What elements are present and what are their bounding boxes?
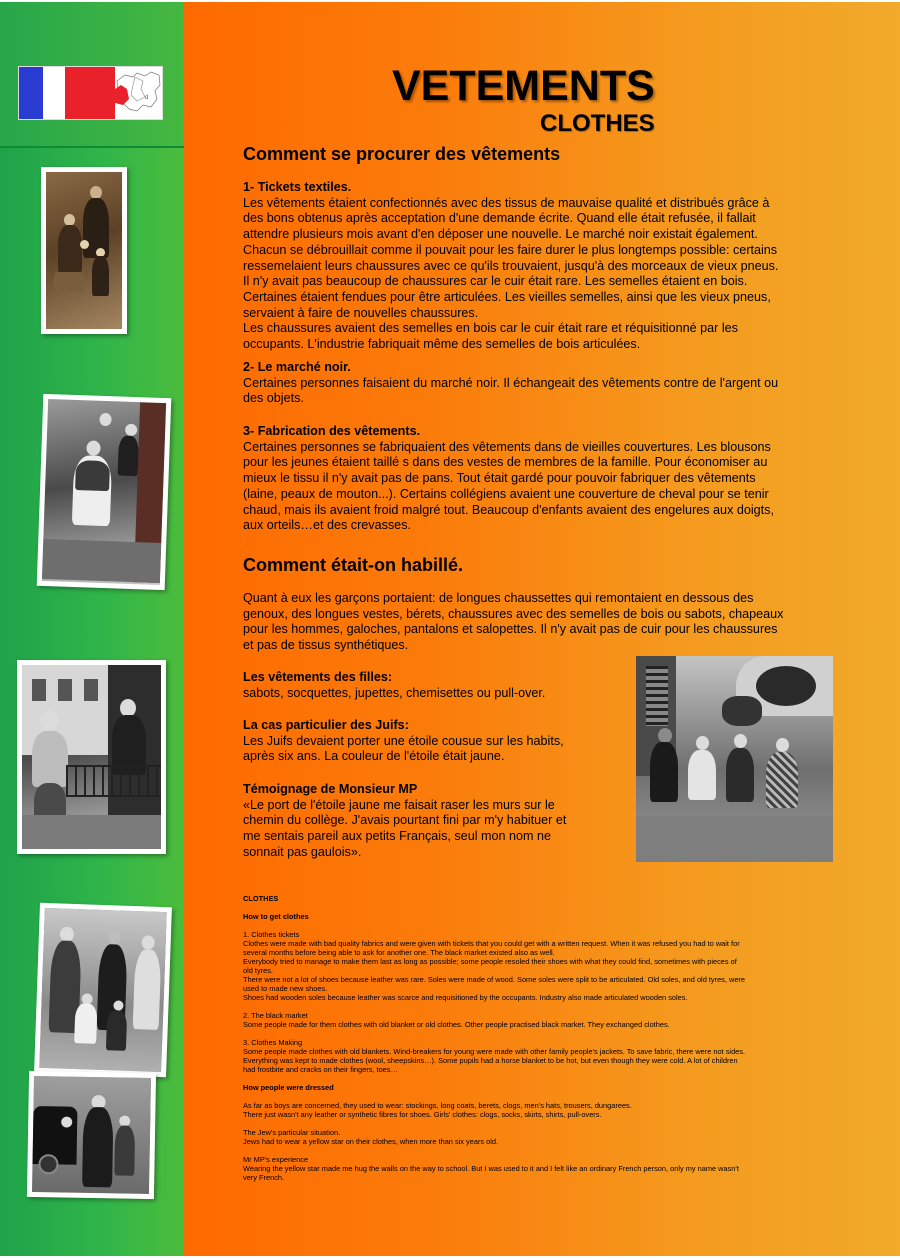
eng-line: Clothes were made with bad quality fabrics and were given with tickets that you could get with a written request. When it was refused you had to wait for (243, 939, 740, 948)
eng-line: Shoes had wooden soles because leather was scarce and requisitioned by the occupants. Industry also made articulated wooden soles. (243, 993, 688, 1002)
section1-item1 (243, 180, 848, 353)
flag-red-band (65, 67, 115, 119)
item1-line: occupants. L'industrie fabriquait même des semelles de bois articulées. (243, 337, 641, 352)
eng-line: Jews had to wear a yellow star on their clothes, when more than six years old. (243, 1137, 499, 1146)
item3-line: (laine, peaux de mouton...). Certains collégiens avaient une couverture de cheval pour se tenir (243, 486, 769, 501)
eng-dressed-title: How people were dressed (243, 1083, 334, 1092)
eng-how-get: How to get clothes (243, 912, 309, 921)
item3-line: Certaines personnes se fabriquaient des vêtements dans de vieilles couvertures. Les blousons (243, 439, 771, 454)
jews-line: après six ans. La couleur de l'étoile était jaune. (243, 749, 505, 764)
eng-line: Everything was kept to made clothes (wool, sheepskins…). Some pupils had a horse blanket to be hot, but even though they were cold. A lot of children (243, 1056, 738, 1065)
girls-text: sabots, socquettes, jupettes, chemisettes ou pull-over. (243, 685, 546, 700)
item1-line: attendre plusieurs mois avant d'en déposer une nouvelle. Le marché noir existait également. (243, 227, 758, 242)
men-beside-car-photo (27, 1071, 156, 1199)
eng-mp-title: Mr MP's experience (243, 1155, 309, 1164)
two-boys-photo (17, 660, 166, 854)
eng-line: had frostbite and cracks on their fingers, toes… (243, 1065, 398, 1074)
eng-line: Everybody tried to manage to make them last as long as possible; some people resoled their shoes with what they could find, sometimes with pieces of (243, 957, 737, 966)
intro-line: genoux, des longues vestes, bérets, chaussures avec des semelles de bois ou sabots, chapeaux (243, 606, 784, 621)
section2-intro (243, 591, 848, 654)
page-border-top (0, 0, 900, 2)
jews-title: La cas particulier des Juifs: (243, 718, 409, 732)
eng-title: CLOTHES (243, 894, 279, 903)
witness-testimony (243, 782, 603, 861)
item3-title: 3- Fabrication des vêtements. (243, 424, 421, 438)
eng-line: Some people made for them clothes with old blanket or old clothes. Other people practised black market. They exchanged clothes. (243, 1020, 670, 1029)
item1-title: 1- Tickets textiles. (243, 180, 352, 194)
family-portrait-photo (41, 167, 127, 334)
eng-line: Some people made clothes with old blankets. Wind-breakers for young were made with other family people's jackets. To save fabric, there were not sides. (243, 1047, 746, 1056)
section1-item2 (243, 360, 848, 407)
section1-heading: Comment se procurer des vêtements (243, 144, 561, 164)
flag-white-band (43, 67, 65, 119)
eng-line: old tyres. (243, 966, 273, 975)
children-running-photo (636, 656, 833, 862)
witness-line: chemin du collège. J'avais pourtant fini par m'y habituer et (243, 813, 567, 828)
page-subtitle: CLOTHES (540, 110, 655, 137)
eng-line: As far as boys are concerned, they used to wear: stockings, long coats, berets, clogs, men's hats, trousers, dungarees. (243, 1101, 632, 1110)
item1-line: ressemelaient leurs chaussures avec ce qu'ils trouvaient, jusqu'à des morceaux de vieux pneus. (243, 258, 779, 273)
item1-line: Chacun se débrouillait comme il pouvait pour les faire durer le plus longtemps possible: certains (243, 242, 778, 257)
girls-clothes (243, 670, 603, 701)
item3-line: pour les jeunes étaient taillé s dans des vestes de membres de la famille. Pour économiser au (243, 455, 768, 470)
svg-text:d: d (145, 95, 149, 101)
left-sidebar (0, 0, 184, 1258)
item1-line: Les vêtements étaient confectionnés avec des tissus de mauvaise qualité et distribués grâce à (243, 195, 770, 210)
eng-line: There were not a lot of shoes because leather was rare. Soles were made of wood. Some soles were split to be articulated. Old soles, and old tyres, were (243, 975, 746, 984)
witness-line: sonnait pas gaulois». (243, 844, 362, 859)
eng-line: used to made new shoes. (243, 984, 328, 993)
eng-line: several months before being able to ask for another one. The black market existed also as well. (243, 948, 555, 957)
item1-line: des bons obtenus après acceptation d'une demande écrite. Quand elle était refusée, il fallait (243, 211, 756, 226)
section2-heading: Comment était-on habillé. (243, 555, 464, 575)
intro-line: et pas de tissus synthétiques. (243, 638, 409, 653)
item1-line: Les chaussures avaient des semelles en bois car le cuir était rare et réquisitionné par les (243, 321, 738, 336)
jews-case (243, 718, 603, 765)
french-flag-map-icon (18, 66, 163, 120)
item3-line: mieux le tissu il n'y avait pas de pans. Tout était gardé pour pouvoir fabriquer des vêtements (243, 471, 756, 486)
item2-title: 2- Le marché noir. (243, 360, 351, 374)
item2-line: Certaines personnes faisaient du marché noir. Il échangeait des vêtements contre de l'argent ou (243, 375, 779, 390)
eng-p2-title: 2. The black market (243, 1011, 308, 1020)
item3-line: aux orteils…et des crevasses. (243, 518, 411, 533)
eng-jew-title: The Jew's particular situation. (243, 1128, 341, 1137)
english-translation (243, 894, 853, 1182)
eng-line: very French. (243, 1173, 285, 1182)
item1-line: Il n'y avait pas beaucoup de chaussures car le cuir était rare. Les semelles étaient en bois. (243, 274, 748, 289)
flag-blue-band (19, 67, 43, 119)
eng-p1-title: 1. Clothes tickets (243, 930, 300, 939)
girls-title: Les vêtements des filles: (243, 670, 393, 684)
witness-line: «Le port de l'étoile jaune me faisait raser les murs sur le (243, 797, 555, 812)
page-title: VETEMENTS (392, 62, 655, 110)
section1-item3 (243, 424, 848, 534)
intro-line: Quant à eux les garçons portaient: de longues chaussettes qui remontaient en dessous des (243, 591, 754, 605)
woman-and-child-photo (37, 394, 172, 590)
witness-line: me sentais pareil aux petits Français, seul mon nom ne (243, 829, 551, 844)
eng-p3-title: 3. Clothes Making (243, 1038, 303, 1047)
item1-line: Certaines étaient fendues pour être articulées. Les vieilles semelles, ainsi que les vieux pneus, (243, 289, 771, 304)
eng-line: Wearing the yellow star made me hug the walls on the way to school. But I was used to it and I felt like an ordinary French person, only my name wasn't (243, 1164, 739, 1173)
intro-line: pour les hommes, galoches, pantalons et salopettes. Il n'y avait pas de cuir pour les chaussures (243, 622, 778, 637)
witness-title: Témoignage de Monsieur MP (243, 782, 418, 796)
jews-line: Les Juifs devaient porter une étoile cousue sur les habits, (243, 733, 564, 748)
item1-line: servaient à faire de nouvelles chaussures. (243, 305, 479, 320)
family-group-photo (34, 903, 172, 1078)
europe-map-icon (115, 67, 162, 119)
item2-line: des objets. (243, 391, 304, 406)
eng-line: There just wasn't any leather or synthetic fibres for shoes. Girls' clothes: clogs, socks, skirts, shirts, pull-overs. (243, 1110, 602, 1119)
item3-line: chaud, mais ils avaient froid malgré tout. Beaucoup d'enfants avaient des engelures aux doigts, (243, 502, 774, 517)
